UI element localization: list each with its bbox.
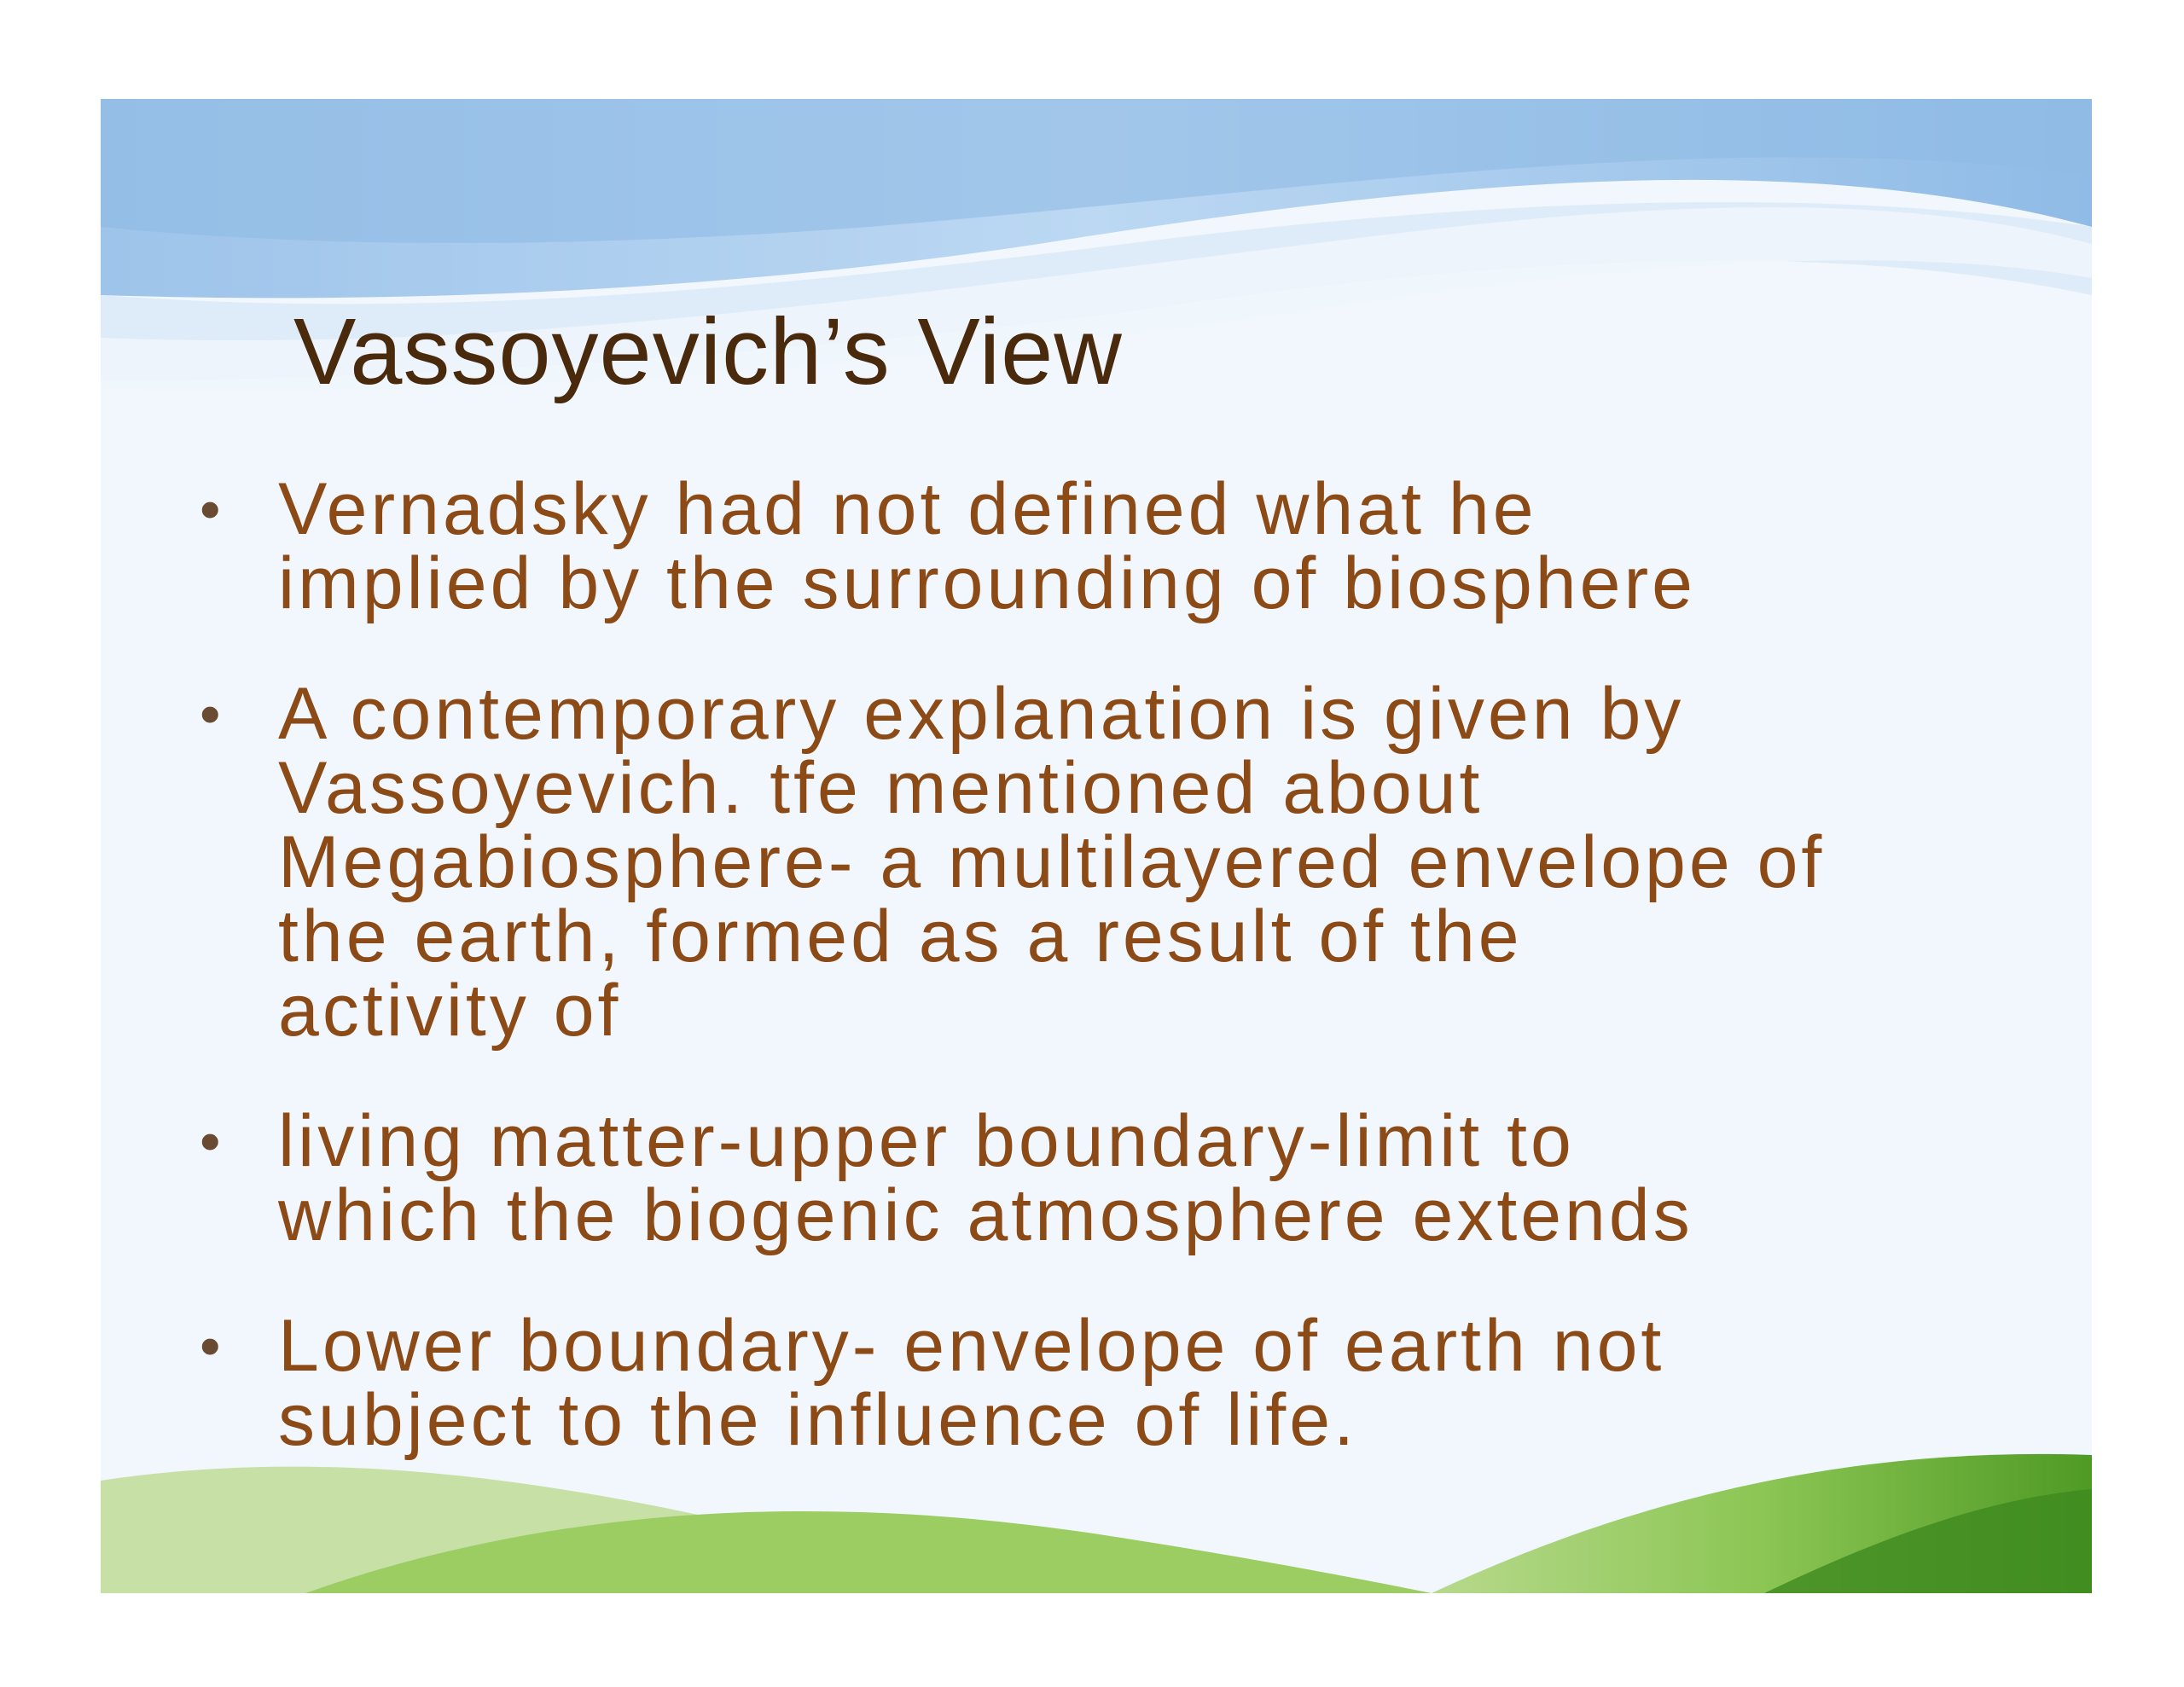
bullet-dot-icon: • <box>200 1313 224 1379</box>
bullet-text-line: implied by the surrounding of biosphere <box>278 542 1696 624</box>
bullet-text-line: activity of <box>278 970 622 1052</box>
slide-title: Vassoyevich’s View <box>293 299 1123 404</box>
bullet-item <box>101 673 2092 1052</box>
bullet-text-line: living matter-upper boundary-limit to <box>278 1100 1575 1182</box>
bullet-dot-icon: • <box>200 681 224 747</box>
bullet-text-line: subject to the influence of life. <box>278 1379 1358 1461</box>
bullet-item <box>101 468 2092 624</box>
bullet-text-line: Lower boundary- envelope of earth not <box>278 1305 1665 1387</box>
bullet-list <box>101 468 2092 1514</box>
bullet-item <box>101 1100 2092 1256</box>
bullet-text-line: the earth, formed as a result of the <box>278 896 1523 977</box>
bullet-dot-icon: • <box>200 476 224 542</box>
bullet-text-line: which the biogenic atmosphere extends <box>278 1174 1693 1256</box>
slide <box>101 99 2092 1593</box>
bullet-text-line: Vernadsky had not defined what he <box>278 468 1537 550</box>
bullet-item <box>101 1305 2092 1461</box>
bullet-text-line: Vassoyevich. tfe mentioned about <box>278 747 1484 829</box>
bullet-text-line: A contemporary explanation is given by <box>278 673 1685 755</box>
bullet-dot-icon: • <box>200 1108 224 1174</box>
bullet-text-line: Megabiosphere- a multilayered envelope of <box>278 821 1826 903</box>
